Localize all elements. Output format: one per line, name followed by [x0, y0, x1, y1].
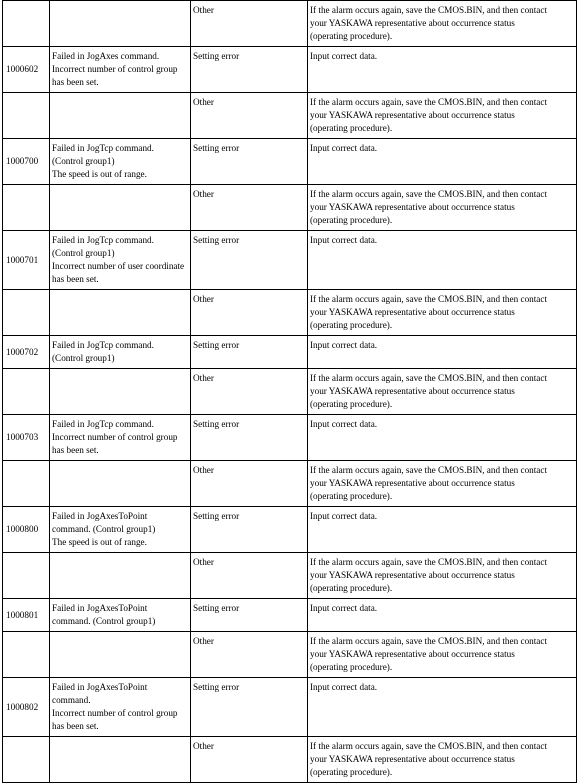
alarm-remedy-cell: If the alarm occurs again, save the CMOS.BIN, and then contact your YASKAWA representative about occurrence status (operating procedure). [308, 632, 577, 678]
alarm-remedy-cell: Input correct data. [308, 507, 577, 553]
alarm-code-cell [3, 737, 50, 783]
alarm-code-cell: 1000700 [3, 139, 50, 185]
alarm-remedy-cell: Input correct data. [308, 599, 577, 632]
table-row [3, 231, 577, 290]
alarm-table-body [3, 1, 577, 783]
alarm-message-cell: Failed in JogAxes command. Incorrect number of control group has been set. [50, 47, 191, 93]
alarm-message-cell [50, 632, 191, 678]
alarm-code-cell: 1000801 [3, 599, 50, 632]
alarm-message-cell [50, 461, 191, 507]
alarm-code-cell: 1000602 [3, 47, 50, 93]
alarm-message-cell: Failed in JogAxesToPoint command. Incorrect number of control group has been set. [50, 678, 191, 737]
alarm-condition-cell: Setting error [191, 231, 308, 290]
alarm-message-cell: Failed in JogTcp command. (Control group1) The speed is out of range. [50, 139, 191, 185]
alarm-remedy-cell: Input correct data. [308, 678, 577, 737]
alarm-code-cell [3, 632, 50, 678]
alarm-remedy-cell: If the alarm occurs again, save the CMOS.BIN, and then contact your YASKAWA representative about occurrence status (operating procedure). [308, 461, 577, 507]
alarm-table [2, 0, 577, 783]
alarm-condition-cell: Other [191, 369, 308, 415]
table-row [3, 553, 577, 599]
alarm-condition-cell: Other [191, 632, 308, 678]
alarm-condition-cell: Setting error [191, 47, 308, 93]
alarm-code-cell [3, 369, 50, 415]
alarm-condition-cell: Other [191, 185, 308, 231]
alarm-message-cell: Failed in JogTcp command. (Control group1) Incorrect number of user coordinate has been set. [50, 231, 191, 290]
alarm-remedy-cell: Input correct data. [308, 139, 577, 185]
alarm-message-cell [50, 93, 191, 139]
alarm-message-cell: Failed in JogAxesToPoint command. (Control group1) [50, 599, 191, 632]
alarm-remedy-cell: If the alarm occurs again, save the CMOS.BIN, and then contact your YASKAWA representative about occurrence status (operating procedure). [308, 369, 577, 415]
table-row [3, 678, 577, 737]
alarm-condition-cell: Setting error [191, 139, 308, 185]
alarm-condition-cell: Setting error [191, 415, 308, 461]
alarm-code-cell: 1000702 [3, 336, 50, 369]
alarm-code-cell: 1000701 [3, 231, 50, 290]
table-row [3, 93, 577, 139]
alarm-message-cell [50, 185, 191, 231]
table-row [3, 461, 577, 507]
alarm-condition-cell: Setting error [191, 336, 308, 369]
alarm-remedy-cell: Input correct data. [308, 336, 577, 369]
alarm-code-cell: 1000802 [3, 678, 50, 737]
table-row [3, 336, 577, 369]
alarm-message-cell [50, 553, 191, 599]
alarm-code-cell [3, 93, 50, 139]
alarm-condition-cell: Other [191, 461, 308, 507]
alarm-remedy-cell: If the alarm occurs again, save the CMOS.BIN, and then contact your YASKAWA representative about occurrence status (operating procedure). [308, 93, 577, 139]
table-row [3, 1, 577, 47]
alarm-condition-cell: Other [191, 737, 308, 783]
alarm-message-cell [50, 369, 191, 415]
alarm-code-cell [3, 290, 50, 336]
alarm-remedy-cell: Input correct data. [308, 47, 577, 93]
table-row [3, 507, 577, 553]
alarm-condition-cell: Setting error [191, 678, 308, 737]
table-row [3, 290, 577, 336]
table-row [3, 47, 577, 93]
alarm-condition-cell: Setting error [191, 507, 308, 553]
table-row [3, 369, 577, 415]
table-row [3, 415, 577, 461]
table-row [3, 185, 577, 231]
alarm-code-cell [3, 1, 50, 47]
alarm-message-cell [50, 737, 191, 783]
alarm-remedy-cell: If the alarm occurs again, save the CMOS.BIN, and then contact your YASKAWA representative about occurrence status (operating procedure). [308, 737, 577, 783]
alarm-remedy-cell: If the alarm occurs again, save the CMOS.BIN, and then contact your YASKAWA representative about occurrence status (operating procedure). [308, 290, 577, 336]
table-row [3, 599, 577, 632]
alarm-remedy-cell: If the alarm occurs again, save the CMOS.BIN, and then contact your YASKAWA representative about occurrence status (operating procedure). [308, 1, 577, 47]
table-row [3, 737, 577, 783]
alarm-condition-cell: Other [191, 1, 308, 47]
table-row [3, 139, 577, 185]
alarm-remedy-cell: Input correct data. [308, 231, 577, 290]
alarm-code-cell: 1000800 [3, 507, 50, 553]
table-row [3, 632, 577, 678]
alarm-condition-cell: Other [191, 553, 308, 599]
alarm-message-cell [50, 290, 191, 336]
alarm-message-cell: Failed in JogAxesToPoint command. (Control group1) The speed is out of range. [50, 507, 191, 553]
alarm-condition-cell: Setting error [191, 599, 308, 632]
alarm-message-cell [50, 1, 191, 47]
alarm-condition-cell: Other [191, 290, 308, 336]
alarm-remedy-cell: Input correct data. [308, 415, 577, 461]
alarm-message-cell: Failed in JogTcp command. Incorrect number of control group has been set. [50, 415, 191, 461]
alarm-remedy-cell: If the alarm occurs again, save the CMOS.BIN, and then contact your YASKAWA representative about occurrence status (operating procedure). [308, 185, 577, 231]
alarm-code-cell [3, 461, 50, 507]
alarm-code-cell [3, 185, 50, 231]
alarm-condition-cell: Other [191, 93, 308, 139]
alarm-message-cell: Failed in JogTcp command. (Control group1) [50, 336, 191, 369]
alarm-code-cell [3, 553, 50, 599]
alarm-remedy-cell: If the alarm occurs again, save the CMOS.BIN, and then contact your YASKAWA representative about occurrence status (operating procedure). [308, 553, 577, 599]
alarm-code-cell: 1000703 [3, 415, 50, 461]
